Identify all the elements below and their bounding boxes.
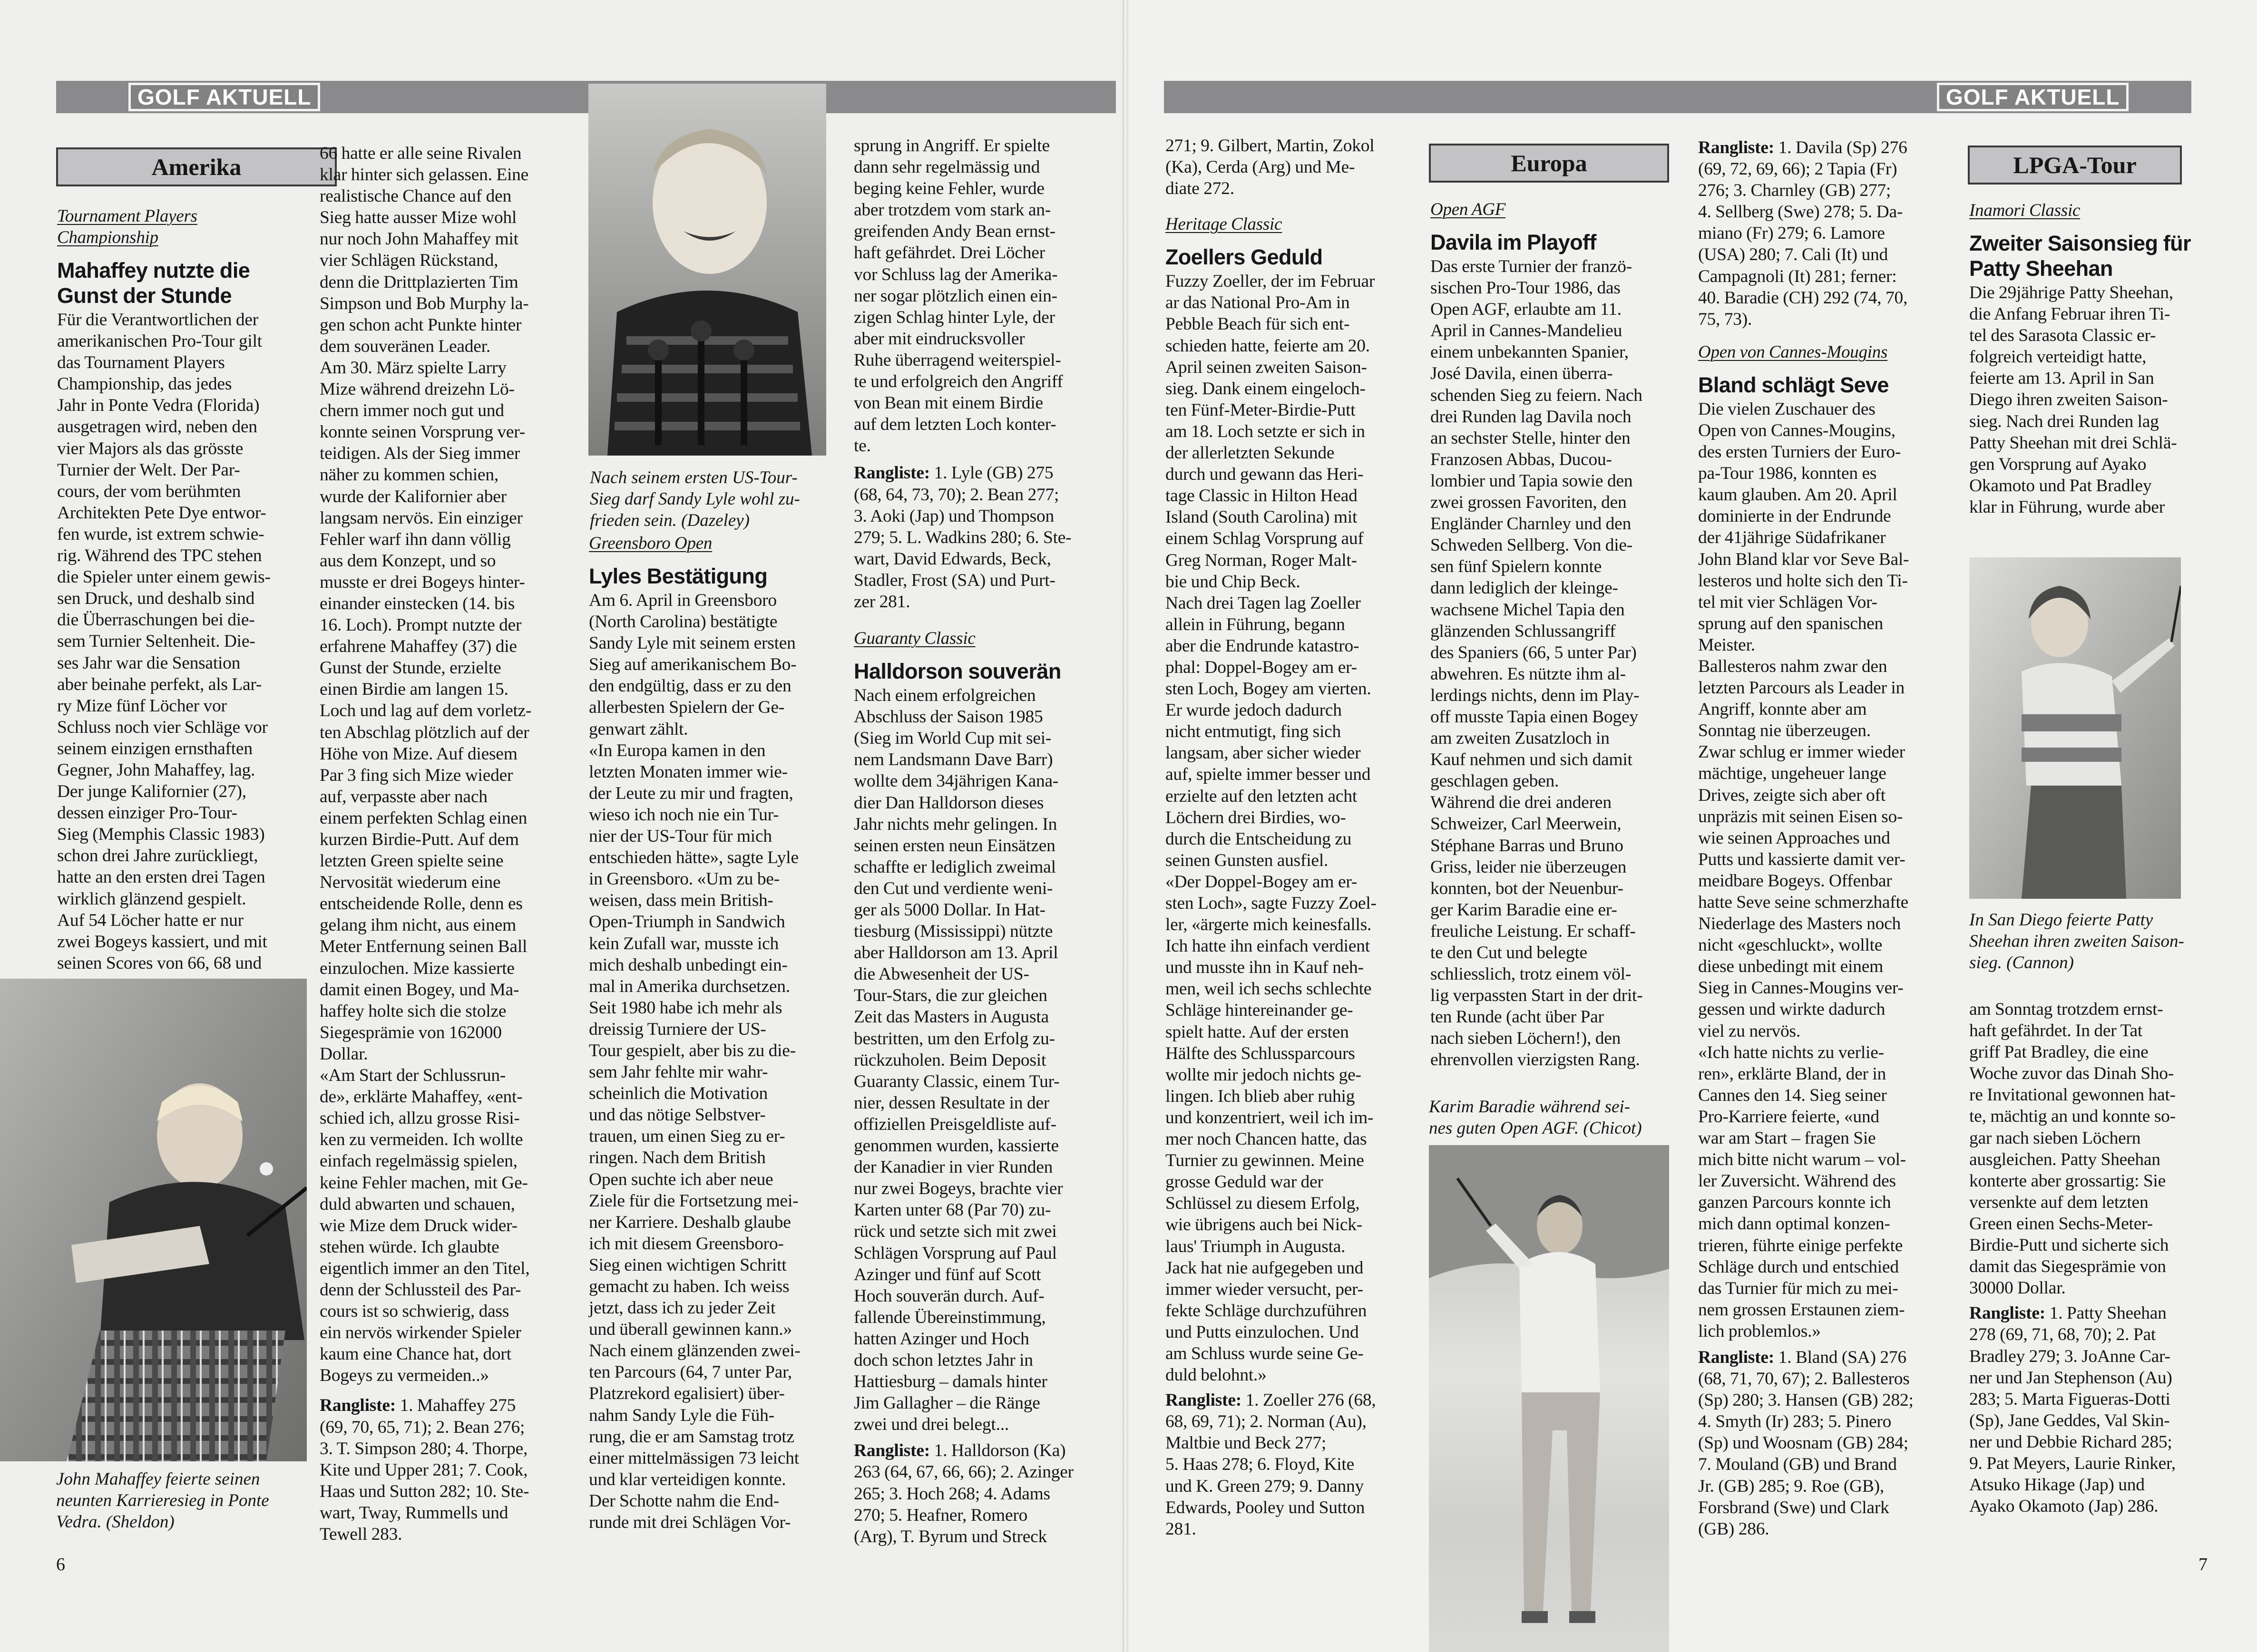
column-tpc-2 — [320, 143, 590, 1545]
body-inamori: Die 29jährige Patty Sheehan, die Anfang Februar ihren Ti- tel des Sarasota Classic er- folgreich verteidigt hatte, feierte am 13. April in San Diego ihren zweiten Saison- sieg. Nach drei Runden lag Patty Sheehan mit drei Schlä- gen Vorsprung auf Ayako Okamoto und Pat Bradley klar in Führung, wurde aber — [1969, 283, 2177, 517]
ranking-label: Rangliste: — [320, 1396, 396, 1416]
ranking-tpc — [320, 1395, 590, 1545]
ranking-label: Rangliste: — [1698, 138, 1774, 157]
column-cannes — [1698, 137, 1964, 1540]
column-heritage — [1165, 135, 1432, 1540]
photo-lyle — [588, 84, 826, 456]
kicker-heritage: Heritage Classic — [1165, 214, 1282, 234]
ranking-label: Rangliste: — [1165, 1390, 1241, 1410]
ranking-label: Rangliste: — [854, 463, 930, 483]
body-guaranty: Nach einem erfolgreichen Abschluss der Saison 1985 (Sieg im World Cup mit sei- nem Landsmann Dave Barr) wollte dem 34jährigen Kana- dier Dan Halldorson dieses Jahr nichts mehr gelingen. In seinen ersten neun Einsätzen schaffte er lediglich zweimal den Cut und verdiente weni- ger als 5000 Dollar. In Hat- tiesburg (Mississippi) nützte aber Halldorson am 13. April die Abwesenheit der US- Tour-Stars, die zur gleichen Zeit das Masters in Augusta bestritten, um den Erfolg zu- rückzuholen. Beim Deposit Guaranty Classic, einem Tur- nier, dessen Resultate in der offiziellen Preisgeldliste auf- genommen wurden, kassierte der Kanadier in vier Runden nur zwei Bogeys, brachte vier Karten unter 68 (Par 70) zu- rück und setzte sich mit zwei Schlägen Vorsprung auf Paul Azinger und fünf auf Scott Hoch souverän durch. Auf- fallende Übereinstimmung, hatten Azinger und Hoch doch schon letztes Jahr in Hattiesburg – damals hinter Jim Gallagher – die Ränge zwei und drei belegt... — [854, 686, 1063, 1435]
spine-gutter — [1123, 0, 1128, 1652]
golfer-swing-image — [0, 979, 307, 1461]
ranking-text: 1. Davila (Sp) 276 (69, 72, 69, 66); 2 Tapia (Fr) 276; 3. Charnley (GB) 277; 4. Sellberg (Swe) 278; 5. Da- miano (Fr) 279; 6. Lamore (USA) 280; 7. Cali (It) und Campagnoli (It) 281; ferner: 40. Baradie (CH) 292 (74, 70, 75, 73). — [1698, 138, 1908, 329]
ranking-label: Rangliste: — [1969, 1303, 2045, 1323]
body-heritage: Fuzzy Zoeller, der im Februar ar das National Pro-Am in Pebble Beach für sich ent- schieden hatte, feierte am 20. April seinen zweiten Saison- sieg. Dank einem eingeloch- ten Fünf-Meter-Birdie-Putt am 18. Loch setzte er sich in der allerletzten Sekunde durch und gewann das Heri- tage Classic in Hilton Head Island (South Carolina) mit einem Schlag Vorsprung auf Greg Norman, Roger Malt- bie und Chip Beck. Nach drei Tagen lag Zoeller allein in Führung, begann aber die Endrunde katastro- phal: Doppel-Bogey am er- sten Loch, Bogey am vierten. Er wurde jedoch dadurch nicht entmutigt, fing sich langsam, aber sicher wieder auf, spielte immer besser und erzielte auf den letzten acht Löchern drei Birdies, wo- durch die Entscheidung zu seinen Gunsten ausfiel. «Der Doppel-Bogey am er- sten Loch», sagte Fuzzy Zoel- ler, «ärgerte mich keinesfalls. Ich hatte ihn einfach verdient und musste ihn in Kauf neh- men, weil ich sechs schlechte Schläge hintereinander ge- spielt hatte. Auf der ersten Hälfte des Schlussparcours wollte mir jedoch nichts ge- lingen. Ich blieb aber ruhig und konzentriert, weil ich im- mer noch Chancen hatte, das Turnier zu gewinnen. Meine grosse Geduld war der Schlüssel zu diesem Erfolg, wie übrigens auch bei Nick- laus' Triumph in Augusta. Jack hat nie aufgegeben und immer wieder versucht, per- fekte Schläge durchzuführen und Putts einzulochen. Und am Schluss wurde seine Ge- duld belohnt.» — [1165, 272, 1377, 1385]
left-page — [0, 0, 1123, 1652]
ranking-text: 1. Bland (SA) 276 (68, 71, 70, 67); 2. Ballesteros (Sp) 280; 3. Hansen (GB) 282; 4. Smyth (Ir) 283; 5. Pinero (Sp) und Woosnam (GB) 284; 7. Mouland (GB) und Brand Jr. (GB) 285; 9. Roe (GB), Forsbrand (Swe) und Clark (GB) 286. — [1698, 1347, 1914, 1539]
column-inamori — [1969, 200, 2226, 518]
ranking-heritage — [1165, 1390, 1432, 1540]
headline-halldorson: Halldorson souverän — [854, 659, 1061, 684]
ranking-text: 1. Halldorson (Ka) 263 (64, 67, 66, 66); 2. Azinger 265; 3. Hoch 268; 4. Adams 270; 5. Heafner, Romero (Arg), T. Byrum und Streck — [854, 1441, 1074, 1546]
body-inamori-cont: am Sonntag trotzdem ernst- haft gefährdet. In der Tat griff Pat Bradley, die eine Woche zuvor das Dinah Sho- re Invitational gewonnen hat- te, mächtig an und konnte so- gar nach sieben Löchern ausgleichen. Patty Sheehan konterte aber grossartig: Sie versenkte auf dem letzten Green einen Sechs-Meter- Birdie-Putt und sicherte sich damit das Siegesprämie von 30000 Dollar. — [1969, 1000, 2176, 1298]
column-greensboro-cont — [854, 135, 1113, 1547]
ranking-text: 1. Lyle (GB) 275 (68, 64, 73, 70); 2. Bean 277; 3. Aoki (Jap) und Thompson 279; 5. L. Wadkins 280; 6. Ste- wart, David Edwards, Beck, Stadler, Frost (SA) und Purt- zer 281. — [854, 463, 1072, 612]
photo-mahaffey — [0, 979, 307, 1461]
page-number-right: 7 — [2198, 1555, 2208, 1574]
section-box-europa: Europa — [1429, 144, 1669, 183]
section-box-lpga: LPGA-Tour — [1968, 146, 2182, 185]
ranking-greensboro — [854, 462, 1113, 612]
headline-mahaffey: Mahaffey nutzte die Gunst der Stunde — [57, 258, 250, 308]
ranking-guaranty-cont: 271; 9. Gilbert, Martin, Zokol (Ka), Cerda (Arg) und Me- diate 272. — [1165, 136, 1375, 199]
kicker-inamori: Inamori Classic — [1969, 201, 2081, 220]
headline-bland: Bland schlägt Seve — [1698, 372, 1889, 397]
kicker-guaranty: Guaranty Classic — [854, 629, 976, 649]
kicker-cannes: Open von Cannes-Mougins — [1698, 342, 1888, 362]
ranking-text: 1. Patty Sheehan 278 (69, 71, 68, 70); 2. Pat Bradley 279; 3. JoAnne Car- ner und Jan Stephenson (Au) 283; 5. Marta Figueras-Dotti (Sp), Jane Geddes, Val Skin- ner und Debbie Richard 285; 9. Pat Meyers, Laurie Rinker, Atsuko Hikage (Jap) und Ayako Okamoto (Jap) 286. — [1969, 1303, 2176, 1516]
page-number-left: 6 — [56, 1555, 65, 1574]
kicker-tpc: Tournament Players Championship — [57, 206, 197, 247]
golfer-portrait-image — [588, 84, 826, 456]
ranking-label: Rangliste: — [854, 1441, 930, 1461]
section-box-amerika: Amerika — [56, 147, 337, 186]
golfer-followthrough-image — [1429, 1145, 1669, 1652]
kicker-open-agf: Open AGF — [1430, 200, 1506, 219]
body-open-agf: Das erste Turnier der franzö- sischen Pro-Tour 1986, das Open AGF, erlaubte am 11. April in Cannes-Mandelieu einem unbekannten Spanier, José Davila, einen überra- schenden Sieg zu feiern. Nach drei Runden lag Davila noch an sechster Stelle, hinter den Franzosen Abbas, Ducou- lombier und Tapia sowie den zwei grossen Favoriten, den Engländer Charnley und den Schweden Sellberg. Von die- sen fünf Spielern konnte dann lediglich der kleinge- wachsene Michel Tapia den glänzenden Schlussangriff des Spaniers (66, 5 unter Par) abwehren. Es nützte ihm al- lerdings nichts, denn im Play- off musste Tapia einen Bogey am zweiten Zusatzloch in Kauf nehmen und sich damit geschlagen geben. Während die drei anderen Schweizer, Carl Meerwein, Stéphane Barras und Bruno Griss, leider nie überzeugen konnten, bot der Neuenbur- ger Karim Baradie eine er- freuliche Leistung. Er schaff- te den Cut und belegte schliesslich, trotz einem völ- lig verpassten Start in der drit- ten Runde (acht über Par nach sieben Löchern!), den ehrenvollen vierzigsten Rang. — [1430, 257, 1643, 1070]
section-header-label-right: GOLF AKTUELL — [1937, 83, 2129, 111]
column-open-agf — [1430, 199, 1697, 1071]
column-greensboro — [589, 533, 836, 1533]
caption-baradie: Karim Baradie während sei- nes guten Open AGF. (Chicot) — [1429, 1097, 1642, 1138]
kicker-greensboro: Greensboro Open — [589, 534, 713, 553]
headline-sheehan: Zweiter Saisonsieg für Patty Sheehan — [1969, 231, 2191, 281]
column-inamori-cont — [1969, 999, 2236, 1517]
caption-sheehan: In San Diego feierte Patty Sheehan ihren zweiten Saison- sieg. (Cannon) — [1969, 910, 2184, 972]
column-tpc-1 — [57, 205, 323, 974]
ranking-guaranty — [854, 1440, 1113, 1547]
photo-sheehan — [1969, 557, 2181, 899]
ranking-text: 1. Mahaffey 275 (69, 70, 65, 71); 2. Bean 276; 3. T. Simpson 280; 4. Thorpe, Kite und Upper 281; 7. Cook, Haas und Sutton 282; 10. Ste- wart, Tway, Rummells und Tewell 283. — [320, 1396, 529, 1544]
ranking-cannes — [1698, 1347, 1964, 1540]
headline-zoeller: Zoellers Geduld — [1165, 245, 1323, 270]
body-cannes: Die vielen Zuschauer des Open von Cannes-Mougins, des ersten Turniers der Euro- pa-Tour 1986, konnten es kaum glauben. Am 20. April dominierte in der Endrunde der 41jährige Südafrikaner John Bland klar vor Seve Bal- lesteros und holte sich den Ti- tel mit vier Schlägen Vor- sprung auf den spanischen Meister. Ballesteros nahm zwar den letzten Parcours als Leader in Angriff, konnte aber am Sonntag nie überzeugen. Zwar schlug er immer wieder mächtige, ungeheuer lange Drives, zeigte sich aber oft unpräzis mit seinen Eisen so- wie seinen Approaches und Putts und kassierte damit ver- meidbare Bogeys. Offenbar hatte Seve seine schmerzhafte Niederlage des Masters noch nicht «geschluckt», wollte diese unbedingt mit einem Sieg in Cannes-Mougins ver- gessen und wirkte dadurch viel zu nervös. «Ich hatte nichts zu verlie- ren», erklärte Bland, der in Cannes den 14. Sieg seiner Pro-Karriere feierte, «und war am Start – fragen Sie mich bitte nicht warum – vol- ler Zuversicht. Während des ganzen Parcours konnte ich mich dann optimal konzen- trieren, führte einige perfekte Schläge durch und entschied das Turnier für mich zu mei- nem grossen Erstaunen ziem- lich problemlos.» — [1698, 399, 1909, 1341]
headline-lyle: Lyles Bestätigung — [589, 564, 768, 588]
body-greensboro-cont: sprung in Angriff. Er spielte dann sehr regelmässig und beging keine Fehler, wurde aber trotzdem vom stark an- greifenden Andy Bean ernst- haft gefährdet. Drei Löcher vor Schluss lag der Amerika- ner sogar plötzlich einen ein- zigen Schlag hinter Lyle, der aber mit eindrucksvoller Ruhe überragend weiterspiel- te und erfolgreich den Angriff von Bean mit einem Birdie auf dem letzten Loch konter- te. — [854, 136, 1063, 456]
right-page — [1128, 0, 2257, 1652]
body-tpc-1: Für die Verantwortlichen der amerikanischen Pro-Tour gilt das Tournament Players Championship, das jedes Jahr in Ponte Vedra (Florida) ausgetragen wird, neben den vier Majors als das grösste Turnier der Welt. Der Par- cours, der vom berühmten Architekten Pete Dye entwor- fen wurde, ist extrem schwie- rig. Während des TPC stehen die Spieler unter einem gewis- sen Druck, und deshalb sind die Überraschungen bei die- sem Turnier Seltenheit. Die- ses Jahr war die Sensation aber beinahe perfekt, als Lar- ry Mize fünf Löcher vor Schluss noch vier Schläge vor seinem einzigen ernsthaften Gegner, John Mahaffey, lag. Der junge Kalifornier (27), dessen einziger Pro-Tour- Sieg (Memphis Classic 1983) schon drei Jahre zurückliegt, hatte an den ersten drei Tagen wirklich glänzend gespielt. Auf 54 Löcher hatte er nur zwei Bogeys kassiert, und mit seinen Scores von 66, 68 und — [57, 310, 271, 973]
ranking-open-agf — [1698, 137, 1964, 330]
body-tpc-2: 66 hatte er alle seine Rivalen klar hinter sich gelassen. Eine realistische Chance auf den Sieg hatte ausser Mize wohl nur noch John Mahaffey mit vier Schlägen Rückstand, denn die Drittplazierten Tim Simpson und Bob Murphy la- gen schon acht Punkte hinter dem souveränen Leader. Am 30. März spielte Larry Mize während dreizehn Lö- chern immer noch gut und konnte seinen Vorsprung ver- teidigen. Als der Sieg immer näher zu kommen schien, wurde der Kalifornier aber langsam nervös. Ein einziger Fehler warf ihn dann völlig aus dem Konzept, und so musste er drei Bogeys hinter- einander einstecken (14. bis 16. Loch). Prompt nutzte der erfahrene Mahaffey (37) die Gunst der Stunde, erzielte einen Birdie am langen 15. Loch und lag auf dem vorletz- ten Abschlag plötzlich auf der Höhe von Mize. Auf diesem Par 3 fing sich Mize wieder auf, verpasste aber nach einem perfekten Schlag einen kurzen Birdie-Putt. Auf dem letzten Green spielte seine Nervosität wiederum eine entscheidende Rolle, denn es gelang ihm nicht, aus einem Meter Entfernung seinen Ball einzulochen. Mize kassierte damit einen Bogey, und Ma- haffey holte sich die stolze Siegesprämie von 162000 Dollar. «Am Start der Schlussrun- de», erklärte Mahaffey, «ent- schied ich, allzu grosse Risi- ken zu vermeiden. Ich wollte einfach regelmässig spielen, keine Fehler machen, mit Ge- duld abwarten und schauen, wie Mize dem Druck wider- stehen würde. Ich glaubte eigentlich immer an den Titel, denn der Schlussteil des Par- cours ist so schwierig, dass ein nervös wirkender Spieler kaum eine Chance hat, dort Bogeys zu vermeiden..» — [320, 144, 532, 1386]
section-header-label-left: GOLF AKTUELL — [128, 83, 320, 111]
ranking-inamori — [1969, 1302, 2236, 1517]
photo-baradie — [1429, 1145, 1669, 1652]
golfer-woman-image — [1969, 557, 2181, 899]
caption-lyle: Nach seinem ersten US-Tour- Sieg darf Sandy Lyle wohl zu- frieden sein. (Dazeley) — [590, 468, 800, 530]
headline-davila: Davila im Playoff — [1430, 230, 1596, 254]
body-greensboro: Am 6. April in Greensboro (North Carolina) bestätigte Sandy Lyle mit seinem ersten Sieg auf amerikanischem Bo- den endgültig, dass er zu den allerbesten Spielern der Ge- genwart zählt. «In Europa kamen in den letzten Monaten immer wie- der Leute zu mir und fragten, wieso ich noch nie ein Tur- nier der US-Tour für mich entschieden hätte», sagte Lyle in Greensboro. «Um zu be- weisen, dass mein British- Open-Triumph in Sandwich kein Zufall war, musste ich mich deshalb unbedingt ein- mal in Amerika durchsetzen. Seit 1980 habe ich mehr als dreissig Turniere der US- Tour gespielt, aber bis zu die- sem Jahr fehlte mir wahr- scheinlich die Motivation und das nötige Selbstver- trauen, um einen Sieg zu er- ringen. Nach dem British Open suchte ich aber neue Ziele für die Fortsetzung mei- ner Karriere. Deshalb glaube ich mit diesem Greensboro- Sieg einen wichtigen Schritt gemacht zu haben. Ich weiss jetzt, dass ich zu jeder Zeit und überall gewinnen kann.» Nach einem glänzenden zwei- ten Parcours (64, 7 unter Par, Platzrekord egalisiert) über- nahm Sandy Lyle die Füh- rung, die er am Samstag trotz einer mittelmässigen 73 leicht und klar verteidigen konnte. Der Schotte nahm die End- runde mit drei Schlägen Vor- — [589, 591, 801, 1533]
ranking-label: Rangliste: — [1698, 1347, 1774, 1367]
caption-mahaffey: John Mahaffey feierte seinen neunten Karrieresieg in Ponte Vedra. (Sheldon) — [56, 1469, 269, 1532]
ranking-text: 1. Zoeller 276 (68, 68, 69, 71); 2. Norman (Au), Maltbie und Beck 277; 5. Haas 278; 6. Floyd, Kite und K. Green 279; 9. Danny Edwards, Pooley und Sutton 281. — [1165, 1390, 1376, 1539]
